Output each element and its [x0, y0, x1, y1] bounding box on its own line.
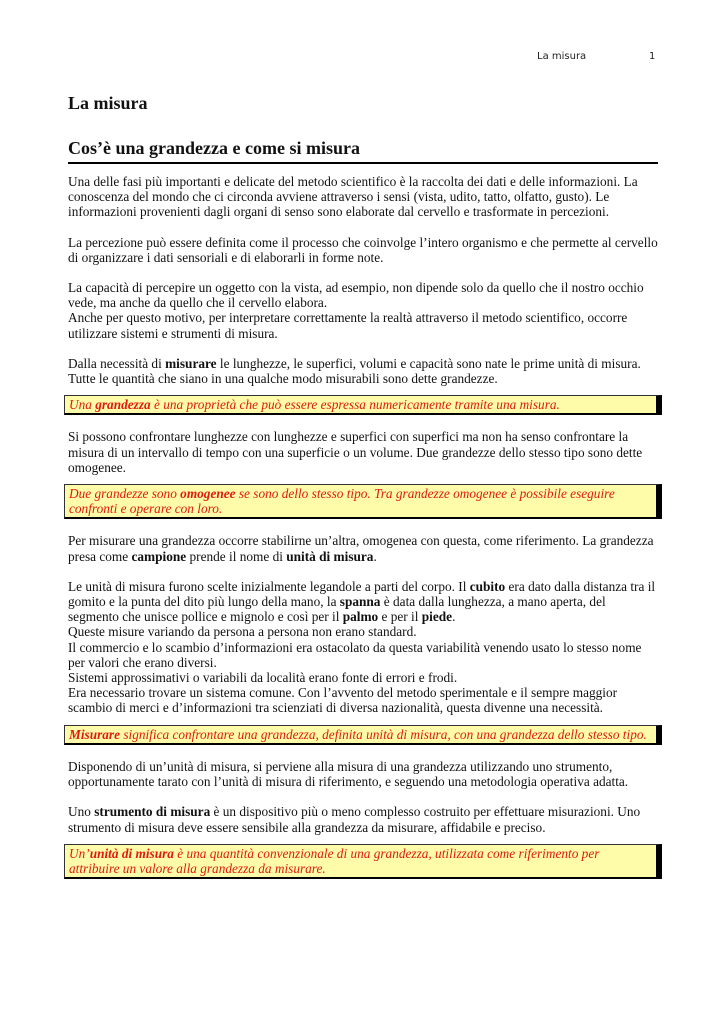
- section-heading: Cos’è una grandezza e come si misura: [68, 136, 658, 164]
- paragraph-line: Dalla necessità di misurare le lunghezze, le superfici, volumi e capacità sono nate le prime unità di misura.: [68, 355, 641, 371]
- running-header-title: La misura: [537, 51, 587, 62]
- document-title: La misura: [68, 93, 148, 113]
- page-number: 1: [649, 51, 656, 62]
- bold-term: grandezza: [95, 397, 151, 413]
- bold-term: campione: [131, 548, 187, 564]
- bold-term: palmo: [342, 609, 379, 625]
- definition-box-omogenee: Due grandezze sono omogenee se sono dello stesso tipo. Tra grandezze omogenee è possibile eseguire confronti e operare con loro.: [64, 484, 662, 519]
- paragraph-line: Le unità di misura furono scelte inizialmente legandole a parti del corpo. Il cubito era dato dalla distanza tra il gomito e la punta del dito più lungo della mano, la spanna è data dalla lunghezza, a mano aperta, del segmento che unisce pollice e mignolo e così per il palmo e per il piede.: [68, 578, 656, 625]
- definition-box-grandezza: Una grandezza è una proprietà che può essere espressa numericamente tramite una misura.: [64, 395, 662, 415]
- paragraph-compare: Si possono confrontare lunghezze con lunghezze e superfici con superfici ma non ha senso confrontare la misura di un intervallo di tempo con una superficie o un volume. Due grandezze dello stesso tipo sono dette omogenee.: [68, 429, 643, 475]
- bold-term: omogenee: [180, 486, 236, 502]
- paragraph-instrument: Uno strumento di misura è un dispositivo più o meno complesso costruito per effettuare misurazioni. Uno strumento di misura deve essere sensibile alla grandezza da misurare, affidabile e preciso.: [68, 804, 641, 835]
- paragraph-line: Il commercio e lo scambio d’informazioni era ostacolato da questa variabilità venendo usato lo stesso nome per valori che erano diversi.: [68, 639, 642, 670]
- bold-term: Misurare: [69, 726, 120, 742]
- definition-box-unita: Un’unità di misura è una quantità convenzionale di una grandezza, utilizzata come riferimento per attribuire un valore alla grandezza da misurare.: [64, 844, 662, 879]
- paragraph-line: Sistemi approssimativi o variabili da località erano fonte di errori e frodi.: [68, 670, 458, 686]
- paragraph-capacity: [68, 280, 658, 341]
- paragraph-perception: La percezione può essere definita come il processo che coinvolge l’intero organismo e che permette al cervello di organizzare i dati sensoriali e di elaborarli in forme note.: [68, 234, 658, 265]
- bold-term: strumento di misura: [94, 804, 211, 820]
- paragraph-line: Era necessario trovare un sistema comune. Con l’avvento del metodo sperimentale e il sempre maggior scambio di merci e d’informazioni tra scienziati di diversa nazionalità, questa divenne una necessità.: [68, 685, 618, 716]
- bold-term: spanna: [339, 594, 381, 610]
- paragraph-instrument-use: Disponendo di un’unità di misura, si perviene alla misura di una grandezza utilizzando uno strumento, opportunamente tarato con l’unità di misura di riferimento, e seguendo una metodologia operativa adatta.: [68, 758, 629, 790]
- page-content: [68, 92, 658, 879]
- definition-box-misurare: Misurare significa confrontare una grandezza, definita unità di misura, con una grandezza dello stesso tipo.: [64, 725, 662, 745]
- bold-term: piede: [421, 609, 453, 625]
- paragraph-line: Queste misure variando da persona a persona non erano standard.: [68, 624, 417, 640]
- paragraph-sample: Per misurare una grandezza occorre stabilirne un’altra, omogenea con questa, come riferimento. La grandezza presa come campione prende il nome di unità di misura.: [68, 533, 654, 564]
- paragraph-need: [68, 356, 658, 386]
- bold-term: cubito: [469, 578, 506, 594]
- paragraph-history: [68, 579, 658, 716]
- paragraph-intro: Una delle fasi più importanti e delicate del metodo scientifico è la raccolta dei dati e delle informazioni. La conoscenza del mondo che ci circonda avviene attraverso i sensi (vista, udito, tatto, olfatto, gusto). Le informazioni provenienti dagli organi di senso sono elaborate dal cervello e trasformate in percezioni.: [68, 174, 638, 220]
- paragraph-line: Anche per questo motivo, per interpretare correttamente la realtà attraverso il metodo scientifico, occorre utilizzare sistemi e strumenti di misura.: [68, 310, 628, 341]
- paragraph-line: Tutte le quantità che siano in una qualche modo misurabili sono dette grandezze.: [68, 371, 498, 387]
- paragraph-line: La capacità di percepire un oggetto con la vista, ad esempio, non dipende solo da quello che il nostro occhio vede, ma anche da quello che il cervello elabora.: [68, 280, 644, 311]
- bold-term: misurare: [165, 355, 217, 371]
- bold-term: unità di misura: [89, 845, 174, 861]
- bold-term: unità di misura: [286, 548, 374, 564]
